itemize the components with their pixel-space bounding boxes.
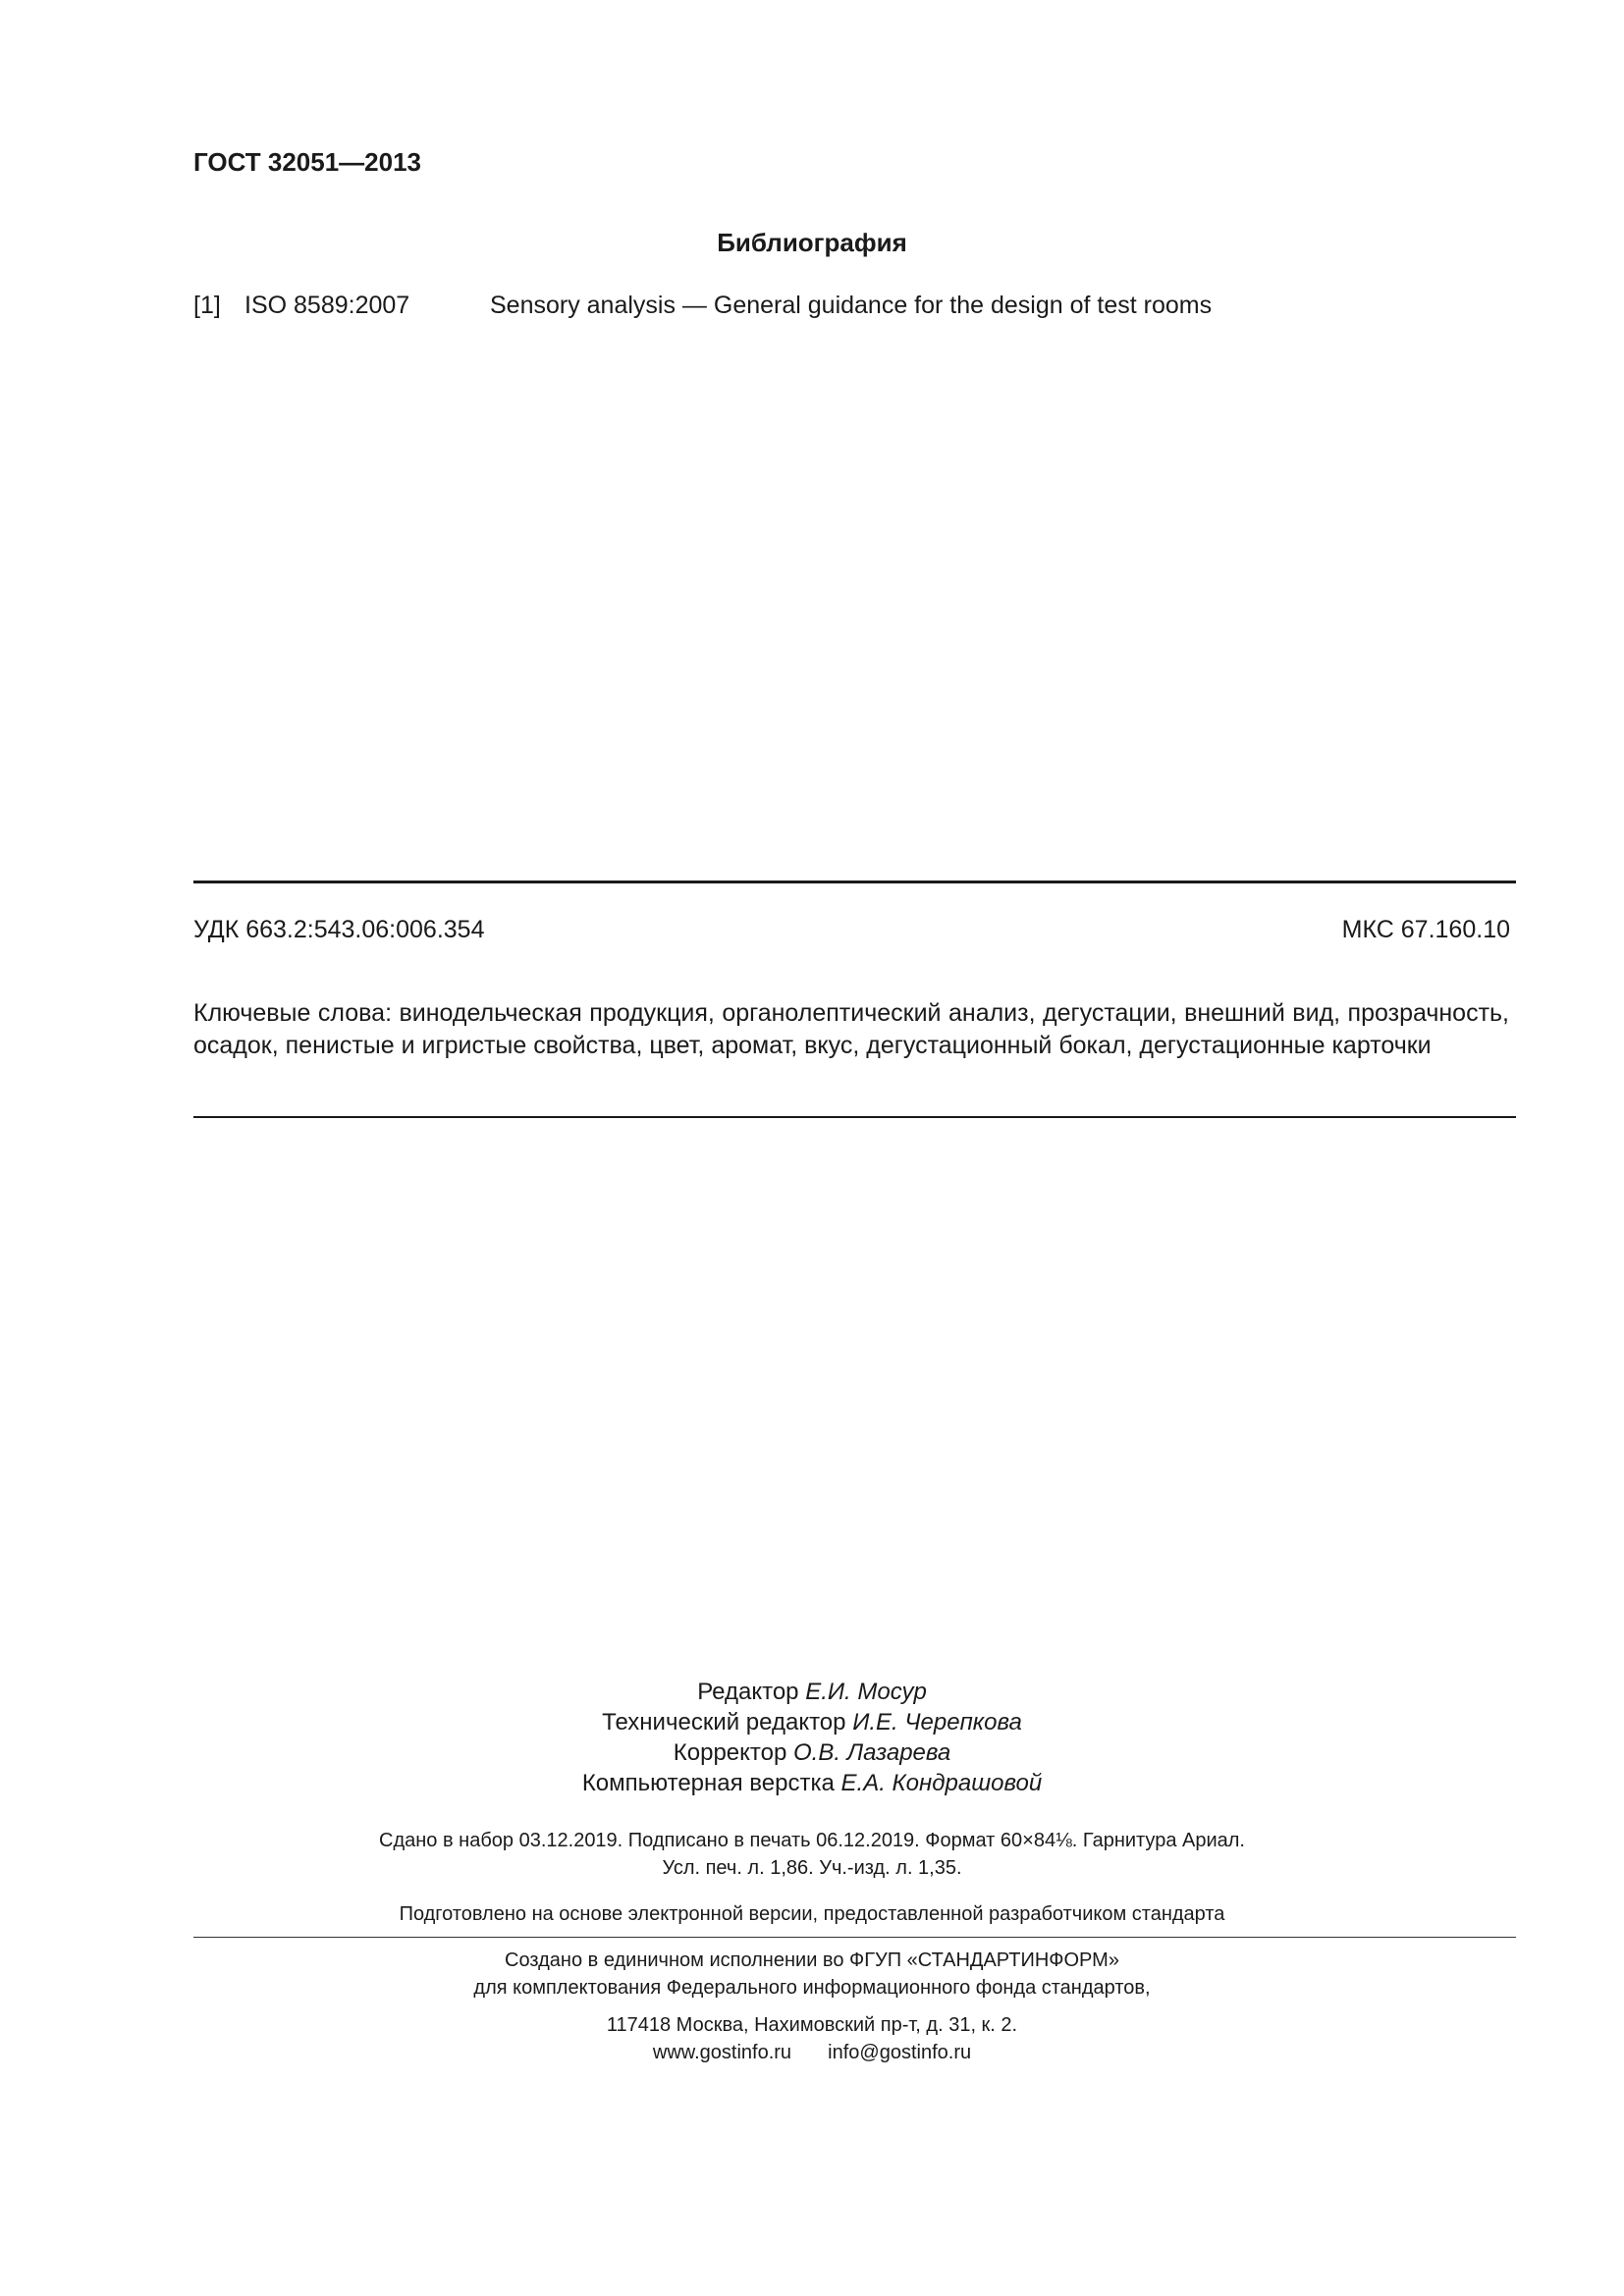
credit-role: Компьютерная верстка: [581, 1770, 835, 1796]
mks-code: МКС 67.160.10: [1341, 916, 1510, 943]
credit-name: Е.А. Кондрашовой: [840, 1770, 1043, 1796]
keywords-paragraph: Ключевые слова: винодельческая продукция, органолептический анализ, дегустации, внешний вид, прозрачность, осадок, пенистые и игристые свойства, цвет, аромат, вкус, дегустационный бокал, дегустационные карточки: [193, 999, 1509, 1059]
credit-role: Корректор: [673, 1739, 787, 1766]
credit-name: Е.И. Мосур: [805, 1679, 927, 1705]
credit-role: Технический редактор: [602, 1709, 846, 1735]
bibliography-entry-code: ISO 8589:2007: [244, 292, 410, 319]
imprint-prepared: Подготовлено на основе электронной версии, предоставленной разработчиком стандарта: [399, 1903, 1225, 1925]
bibliography-entry-title: Sensory analysis — General guidance for the design of test rooms: [490, 292, 1213, 319]
credit-name: О.В. Лазарева: [793, 1739, 951, 1766]
imprint-divider: [193, 1937, 1516, 1938]
udk-code: УДК 663.2:543.06:006.354: [193, 916, 485, 943]
top-divider: [193, 881, 1516, 883]
credits-block: [0, 1677, 1624, 1798]
credit-proofreader: [0, 1737, 1624, 1768]
credit-layout: [0, 1768, 1624, 1798]
imprint-line-1: Сдано в набор 03.12.2019. Подписано в печать 06.12.2019. Формат 60×84⅛. Гарнитура Ариал.: [379, 1830, 1245, 1851]
publisher-address: 117418 Москва, Нахимовский пр-т, д. 31, к. 2.: [606, 2014, 1018, 2036]
bibliography-title: Библиография: [717, 228, 907, 257]
publisher-line-2: для комплектования Федерального информационного фонда стандартов,: [473, 1977, 1151, 1999]
publisher-website: www.gostinfo.ru: [652, 2042, 792, 2063]
publisher-email: info@gostinfo.ru: [828, 2042, 972, 2063]
document-code: ГОСТ 32051—2013: [193, 147, 421, 177]
credit-role: Редактор: [697, 1679, 799, 1705]
publisher-contacts: [0, 2039, 1624, 2066]
credit-tech-editor: [0, 1707, 1624, 1737]
publisher-line-1: Создано в единичном исполнении во ФГУП «СТАНДАРТИНФОРМ»: [505, 1949, 1119, 1971]
credit-editor: [0, 1677, 1624, 1707]
bottom-divider: [193, 1116, 1516, 1118]
credit-name: И.Е. Черепкова: [852, 1709, 1022, 1735]
bibliography-entry-number: [1]: [193, 292, 221, 319]
imprint-line-2: Усл. печ. л. 1,86. Уч.-изд. л. 1,35.: [662, 1857, 962, 1879]
